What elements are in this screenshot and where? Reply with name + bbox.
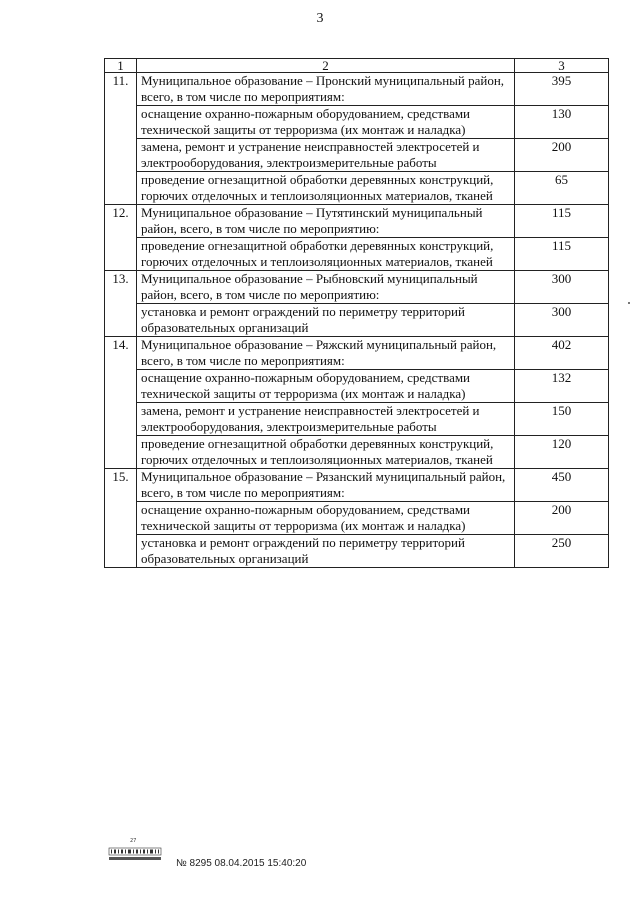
group-total-value: 402: [515, 337, 609, 370]
group-total-row: [105, 271, 609, 304]
activity-description: оснащение охранно-пожарным оборудованием, средствами технической защиты от терроризма (их монтаж и наладка): [137, 370, 515, 403]
activity-description: замена, ремонт и устранение неисправностей электросетей и электрооборудования, электроизмерительные работы: [137, 139, 515, 172]
municipality-title: Муниципальное образование – Пронский муниципальный район, всего, в том числе по мероприятиям:: [137, 73, 515, 106]
row-number-empty: [105, 238, 137, 271]
header-col-1: 1: [105, 59, 137, 73]
row-number: 14.: [105, 337, 137, 370]
municipality-title: Муниципальное образование – Рязанский муниципальный район, всего, в том числе по мероприятиям:: [137, 469, 515, 502]
activity-row: [105, 403, 609, 436]
activity-description: установка и ремонт ограждений по периметру территорий образовательных организаций: [137, 535, 515, 568]
activity-value: 200: [515, 502, 609, 535]
row-number-empty: [105, 436, 137, 469]
activity-row: [105, 436, 609, 469]
header-col-2: 2: [137, 59, 515, 73]
group-total-value: 115: [515, 205, 609, 238]
activity-value: 132: [515, 370, 609, 403]
activity-row: [105, 370, 609, 403]
activity-value: 115: [515, 238, 609, 271]
activity-row: [105, 238, 609, 271]
group-total-row: [105, 337, 609, 370]
activity-value: 200: [515, 139, 609, 172]
row-number-empty: [105, 304, 137, 337]
activity-value: 150: [515, 403, 609, 436]
table-header-row: [105, 59, 609, 73]
row-number: 12.: [105, 205, 137, 238]
document-reference: № 8295 08.04.2015 15:40:20: [176, 858, 307, 869]
row-number-empty: [105, 403, 137, 436]
activity-row: [105, 535, 609, 568]
row-number-empty: [105, 502, 137, 535]
group-total-value: 450: [515, 469, 609, 502]
municipality-title: Муниципальное образование – Путятинский муниципальный район, всего, в том числе по мероприятию:: [137, 205, 515, 238]
group-total-value: 395: [515, 73, 609, 106]
activity-value: 65: [515, 172, 609, 205]
group-total-row: [105, 73, 609, 106]
activity-row: [105, 172, 609, 205]
municipality-title: Муниципальное образование – Рыбновский муниципальный район, всего, в том числе по мероприятию:: [137, 271, 515, 304]
row-number-empty: [105, 106, 137, 139]
activity-description: проведение огнезащитной обработки деревянных конструкций, горючих отделочных и теплоизоляционных материалов, тканей: [137, 172, 515, 205]
activity-description: проведение огнезащитной обработки деревянных конструкций, горючих отделочных и теплоизоляционных материалов, тканей: [137, 436, 515, 469]
activity-row: [105, 304, 609, 337]
row-number: 13.: [105, 271, 137, 304]
municipality-title: Муниципальное образование – Ряжский муниципальный район, всего, в том числе по мероприятиям:: [137, 337, 515, 370]
activity-row: [105, 139, 609, 172]
row-number-empty: [105, 172, 137, 205]
header-col-3: 3: [515, 59, 609, 73]
activity-description: оснащение охранно-пожарным оборудованием, средствами технической защиты от терроризма (их монтаж и наладка): [137, 106, 515, 139]
row-number-empty: [105, 139, 137, 172]
activity-value: 130: [515, 106, 609, 139]
row-number: 15.: [105, 469, 137, 502]
activity-row: [105, 502, 609, 535]
activity-description: установка и ремонт ограждений по периметру территорий образовательных организаций: [137, 304, 515, 337]
activity-value: 120: [515, 436, 609, 469]
activity-row: [105, 106, 609, 139]
row-number: 11.: [105, 73, 137, 106]
row-number-empty: [105, 535, 137, 568]
group-total-value: 300: [515, 271, 609, 304]
allocation-table: [104, 58, 609, 568]
activity-description: оснащение охранно-пожарным оборудованием, средствами технической защиты от терроризма (их монтаж и наладка): [137, 502, 515, 535]
group-total-row: [105, 205, 609, 238]
registration-stamp-icon: [108, 836, 162, 864]
activity-value: 300: [515, 304, 609, 337]
scan-margin-mark: [628, 302, 630, 304]
activity-description: проведение огнезащитной обработки деревянных конструкций, горючих отделочных и теплоизоляционных материалов, тканей: [137, 238, 515, 271]
page-number: 3: [316, 11, 324, 26]
activity-description: замена, ремонт и устранение неисправностей электросетей и электрооборудования, электроизмерительные работы: [137, 403, 515, 436]
row-number-empty: [105, 370, 137, 403]
activity-value: 250: [515, 535, 609, 568]
group-total-row: [105, 469, 609, 502]
svg-text:27: 27: [130, 838, 137, 844]
